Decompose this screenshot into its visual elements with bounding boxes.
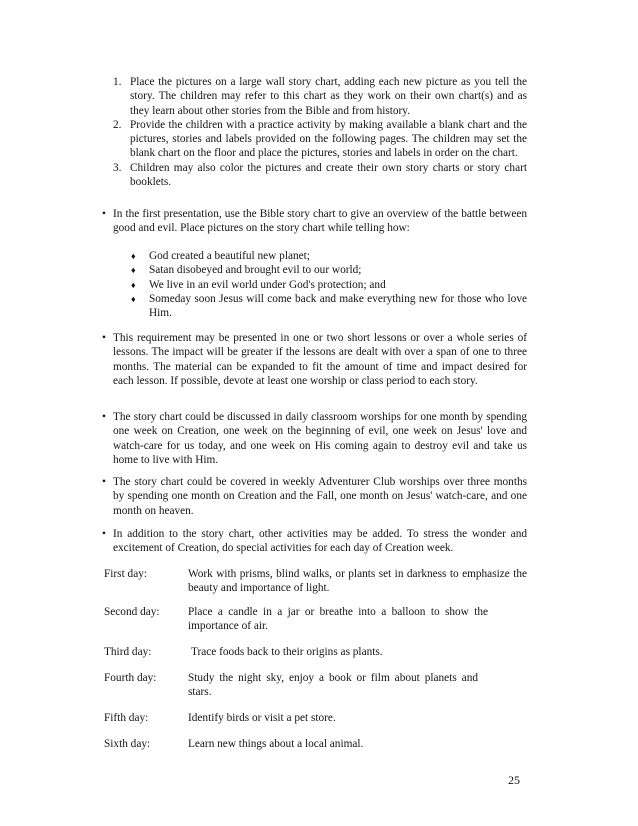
day-activity: Trace foods back to their origins as plants. — [191, 646, 383, 658]
page-number: 25 — [508, 773, 520, 787]
day-row — [104, 737, 527, 751]
diamond-list — [131, 249, 527, 320]
diamond-icon: ♦ — [131, 279, 136, 290]
item-number: 1. — [113, 76, 122, 88]
diamond-item — [131, 278, 527, 292]
bullet-icon: • — [102, 332, 106, 344]
diamond-item — [131, 249, 527, 263]
day-label: Fifth day: — [104, 712, 149, 724]
day-row — [104, 605, 527, 634]
paragraph-text: In the first presentation, use the Bible story chart to give an overview of the battle between good and evil. Place pictures on the story chart while telling how: — [113, 208, 527, 235]
diamond-item — [131, 292, 527, 321]
day-activity: Learn new things about a local animal. — [188, 738, 364, 750]
numbered-item — [103, 161, 527, 190]
bullet-paragraph-2 — [104, 331, 527, 388]
item-text: God created a beautiful new planet; — [149, 250, 310, 262]
diamond-icon: ♦ — [131, 265, 136, 276]
bullet-paragraph-1 — [104, 207, 527, 236]
day-row — [104, 645, 527, 659]
day-label: Second day: — [104, 606, 160, 618]
numbered-item — [103, 75, 527, 118]
item-text: Satan disobeyed and brought evil to our world; — [149, 264, 362, 277]
numbered-list — [103, 75, 527, 189]
diamond-icon: ♦ — [131, 293, 136, 304]
item-text: Children may also color the pictures and create their own story charts or story chart booklets. — [130, 161, 527, 189]
day-label: Fourth day: — [104, 672, 157, 684]
item-text: Someday soon Jesus will come back and make everything new for those who love Him. — [149, 292, 527, 320]
item-number: 2. — [113, 118, 122, 131]
bullet-icon: • — [102, 528, 106, 540]
diamond-item — [131, 263, 527, 277]
day-label: Sixth day: — [104, 738, 151, 750]
day-label: First day: — [104, 568, 147, 580]
item-text: Provide the children with a practice activity by making available a blank chart and the pictures, stories and labels provided on the following pages. The children may set the blank chart on the floor and place the pictures, stories and labels in order on the chart. — [130, 118, 527, 160]
diamond-icon: ♦ — [131, 251, 136, 261]
numbered-item — [103, 118, 527, 161]
day-activity: Place a candle in a jar or breathe into a balloon to show the importance of air. — [188, 606, 488, 633]
day-activity: Identify birds or visit a pet store. — [188, 712, 336, 724]
paragraph-text: In addition to the story chart, other activities may be added. To stress the wonder and excitement of Creation, do special activities for each day of Creation week. — [113, 528, 527, 555]
bullet-paragraph-3 — [104, 410, 527, 467]
item-text: We live in an evil world under God's protection; and — [149, 278, 386, 291]
paragraph-text: This requirement may be presented in one or two short lessons or over a whole series of lessons. The impact will be greater if the lessons are dealt with over a span of one to three months. The material can be expanded to fit the amount of time and impact desired for each lesson. If possible, devote at least one worship or class period to each story. — [113, 332, 527, 387]
day-activity: Study the night sky, enjoy a book or film about planets and stars. — [188, 672, 478, 699]
day-activity: Work with prisms, blind walks, or plants set in darkness to emphasize the beauty and importance of light. — [188, 568, 527, 595]
day-row — [104, 671, 527, 700]
bullet-paragraph-4 — [104, 475, 527, 518]
day-row — [104, 711, 527, 725]
item-number: 3. — [113, 161, 122, 174]
item-text: Place the pictures on a large wall story chart, adding each new picture as you tell the story. The children may refer to this chart as they work on their own chart(s) and as they learn about other stories from the Bible and from history. — [130, 76, 527, 117]
paragraph-text: The story chart could be covered in weekly Adventurer Club worships over three months by spending one month on Creation and the Fall, one month on Jesus' watch-care, and one month on heaven. — [113, 476, 527, 517]
bullet-icon: • — [102, 411, 106, 423]
day-label: Third day: — [104, 646, 152, 658]
day-row — [104, 567, 527, 596]
paragraph-text: The story chart could be discussed in daily classroom worships for one month by spending one week on Creation, one week on the beginning of evil, one week on Jesus' love and watch-care for us today, and one week on His coming again to destroy evil and take us home to live with Him. — [113, 411, 527, 466]
bullet-icon: • — [102, 208, 106, 220]
bullet-paragraph-5 — [104, 527, 527, 556]
bullet-icon: • — [102, 476, 106, 488]
